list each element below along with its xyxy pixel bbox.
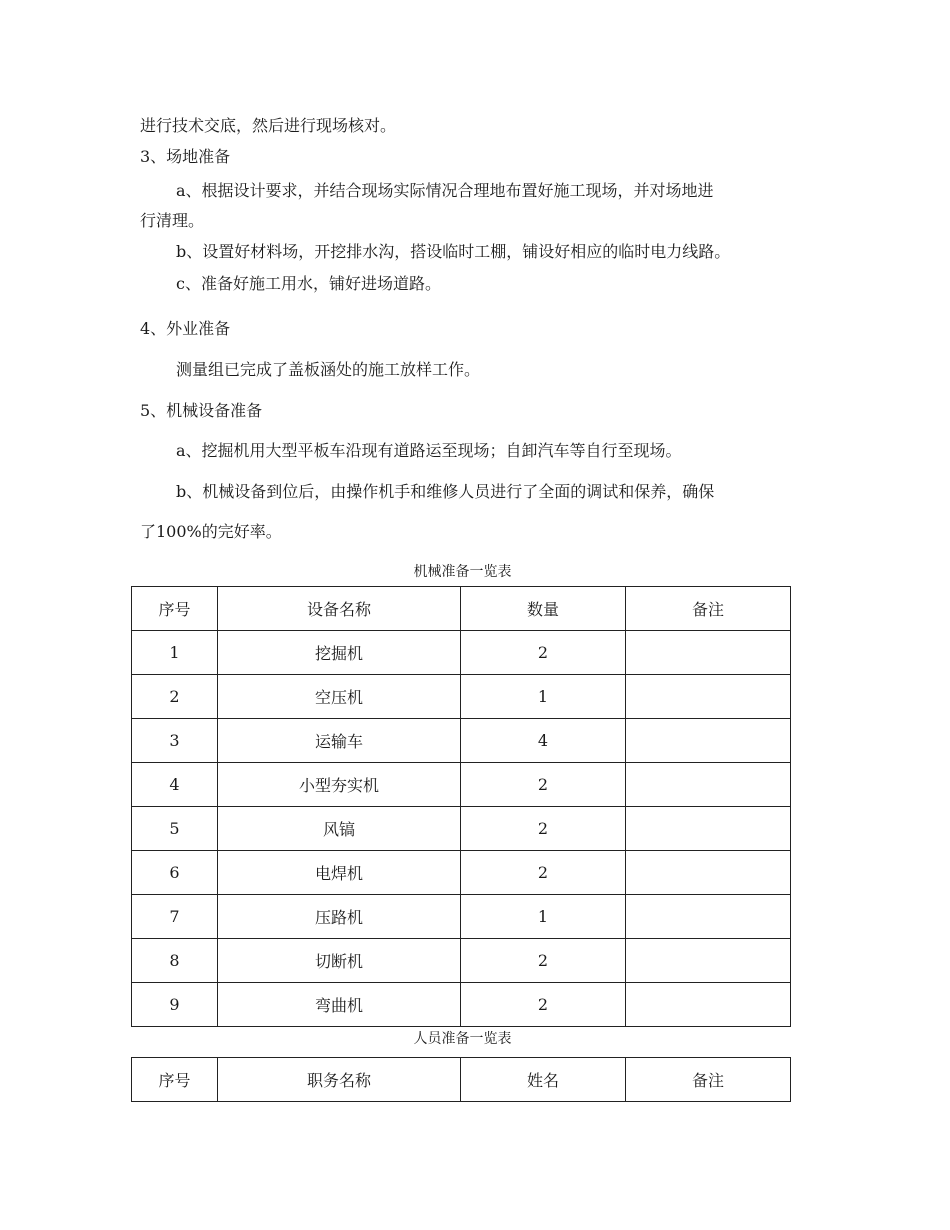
table-cell: 2: [132, 675, 218, 719]
table-cell: 6: [132, 851, 218, 895]
staff-table-caption: 人员准备一览表: [413, 1031, 512, 1047]
paragraph-text: a、根据设计要求，并结合现场实际情况合理地布置好施工现场，并对场地进: [176, 181, 714, 200]
header-cell: 职务名称: [218, 1058, 461, 1102]
table-cell: [626, 675, 791, 719]
table-cell: 1: [132, 631, 218, 675]
table-cell: 2: [461, 631, 626, 675]
header-cell: 备注: [626, 587, 791, 631]
table-cell: 2: [461, 851, 626, 895]
table-cell: 挖掘机: [218, 631, 461, 675]
paragraph-text: 测量组已完成了盖板涵处的施工放样工作。: [176, 360, 481, 379]
table-cell: 7: [132, 895, 218, 939]
paragraph-text: b、机械设备到位后，由操作机手和维修人员进行了全面的调试和保养，确保: [176, 482, 715, 501]
header-cell: 序号: [132, 1058, 218, 1102]
paragraph-text: 进行技术交底，然后进行现场核对。: [140, 116, 397, 135]
table-cell: 5: [132, 807, 218, 851]
table-cell: [626, 851, 791, 895]
table-cell: [626, 895, 791, 939]
table-cell: 2: [461, 763, 626, 807]
table-row: [132, 763, 791, 807]
paragraph-text: c、准备好施工用水，铺好进场道路。: [176, 274, 441, 293]
staff-table: [131, 1057, 791, 1102]
table-cell: 切断机: [218, 939, 461, 983]
table-cell: [626, 807, 791, 851]
table-row: [132, 983, 791, 1027]
machine-table: [131, 586, 791, 1027]
header-cell: 姓名: [461, 1058, 626, 1102]
table-cell: 9: [132, 983, 218, 1027]
paragraph-text: a、挖掘机用大型平板车沿现有道路运至现场；自卸汽车等自行至现场。: [176, 441, 682, 460]
section-heading-site: 3、场地准备: [140, 147, 231, 166]
table-cell: 4: [461, 719, 626, 763]
table-cell: 电焊机: [218, 851, 461, 895]
header-cell: 备注: [626, 1058, 791, 1102]
table-row: [132, 851, 791, 895]
table-cell: 1: [461, 675, 626, 719]
table-cell: 空压机: [218, 675, 461, 719]
table-row: [132, 939, 791, 983]
table-header-row: [132, 587, 791, 631]
table-cell: 2: [461, 939, 626, 983]
section-heading-field: 4、外业准备: [140, 319, 231, 338]
header-cell: 设备名称: [218, 587, 461, 631]
table-row: [132, 895, 791, 939]
table-cell: 风镐: [218, 807, 461, 851]
table-row: [132, 631, 791, 675]
table-cell: 小型夯实机: [218, 763, 461, 807]
table-cell: [626, 763, 791, 807]
table-cell: 2: [461, 807, 626, 851]
table-cell: 3: [132, 719, 218, 763]
table-row: [132, 719, 791, 763]
table-cell: [626, 631, 791, 675]
table-row: [132, 675, 791, 719]
table-cell: 运输车: [218, 719, 461, 763]
table-cell: 压路机: [218, 895, 461, 939]
table-header-row: [132, 1058, 791, 1102]
table-cell: 弯曲机: [218, 983, 461, 1027]
table-cell: [626, 939, 791, 983]
table-cell: 4: [132, 763, 218, 807]
table-cell: 8: [132, 939, 218, 983]
section-heading-machinery: 5、机械设备准备: [140, 401, 263, 420]
table-cell: 2: [461, 983, 626, 1027]
table-cell: 1: [461, 895, 626, 939]
paragraph-text: 了100%的完好率。: [140, 522, 282, 541]
machine-table-caption: 机械准备一览表: [413, 564, 512, 580]
paragraph-text: 行清理。: [140, 211, 205, 230]
table-cell: [626, 983, 791, 1027]
table-cell: [626, 719, 791, 763]
header-cell: 序号: [132, 587, 218, 631]
header-cell: 数量: [461, 587, 626, 631]
paragraph-text: b、设置好材料场，开挖排水沟，搭设临时工棚，铺设好相应的临时电力线路。: [176, 242, 731, 261]
table-row: [132, 807, 791, 851]
